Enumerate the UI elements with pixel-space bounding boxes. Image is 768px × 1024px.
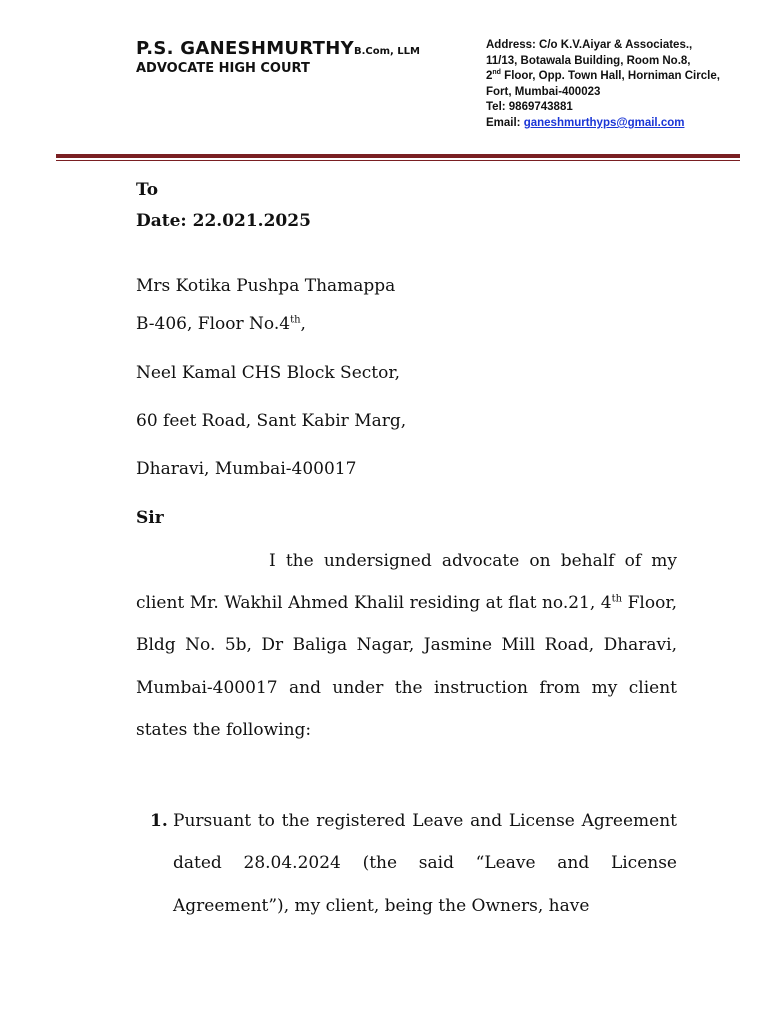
- address-line: 11/13, Botawala Building, Room No.8,: [486, 54, 691, 67]
- advocate-qualifications: B.Com, LLM: [353, 46, 420, 57]
- email-line: Email: ganeshmurthyps@gmail.com: [486, 116, 685, 129]
- telephone: Tel: 9869743881: [486, 101, 573, 114]
- recipient-address-line: Neel Kamal CHS Block Sector,: [136, 363, 400, 383]
- letter-date: Date: 22.021.2025: [136, 211, 311, 231]
- salutation: Sir: [136, 508, 164, 528]
- recipient-address-line: B-406, Floor No.4th,: [136, 314, 306, 334]
- address-line: Fort, Mumbai-400023: [486, 85, 601, 98]
- list-item-text: Pursuant to the registered Leave and License Agreement dated 28.04.2024 (the said “Leave and License Agreement”), my client, being the Owners, have: [173, 811, 677, 916]
- recipient-address-line: Dharavi, Mumbai-400017: [136, 459, 357, 479]
- recipient-name: Mrs Kotika Pushpa Thamappa: [136, 276, 396, 296]
- advocate-name: P.S. GANESHMURTHYB.Com, LLM: [136, 38, 420, 59]
- address-line: 2nd Floor, Opp. Town Hall, Horniman Circle,: [486, 69, 720, 83]
- letterhead-divider-thin: [56, 160, 740, 161]
- intro-paragraph: I the undersigned advocate on behalf of my client Mr. Wakhil Ahmed Khalil residing at flat no.21, 4th Floor, Bldg No. 5b, Dr Baliga Nagar, Jasmine Mill Road, Dharavi, Mumbai-400017 and under the instruction from my client states the following:: [136, 551, 677, 740]
- advocate-title: ADVOCATE HIGH COURT: [136, 61, 310, 76]
- letterhead-address-block: [486, 38, 720, 132]
- letterhead-divider-thick: [56, 154, 740, 158]
- email-link[interactable]: ganeshmurthyps@gmail.com: [523, 116, 685, 129]
- recipient-address-line: 60 feet Road, Sant Kabir Marg,: [136, 411, 407, 431]
- to-label: To: [136, 180, 159, 200]
- list-item-number: 1.: [150, 811, 168, 831]
- address-line: Address: C/o K.V.Aiyar & Associates.,: [486, 39, 693, 51]
